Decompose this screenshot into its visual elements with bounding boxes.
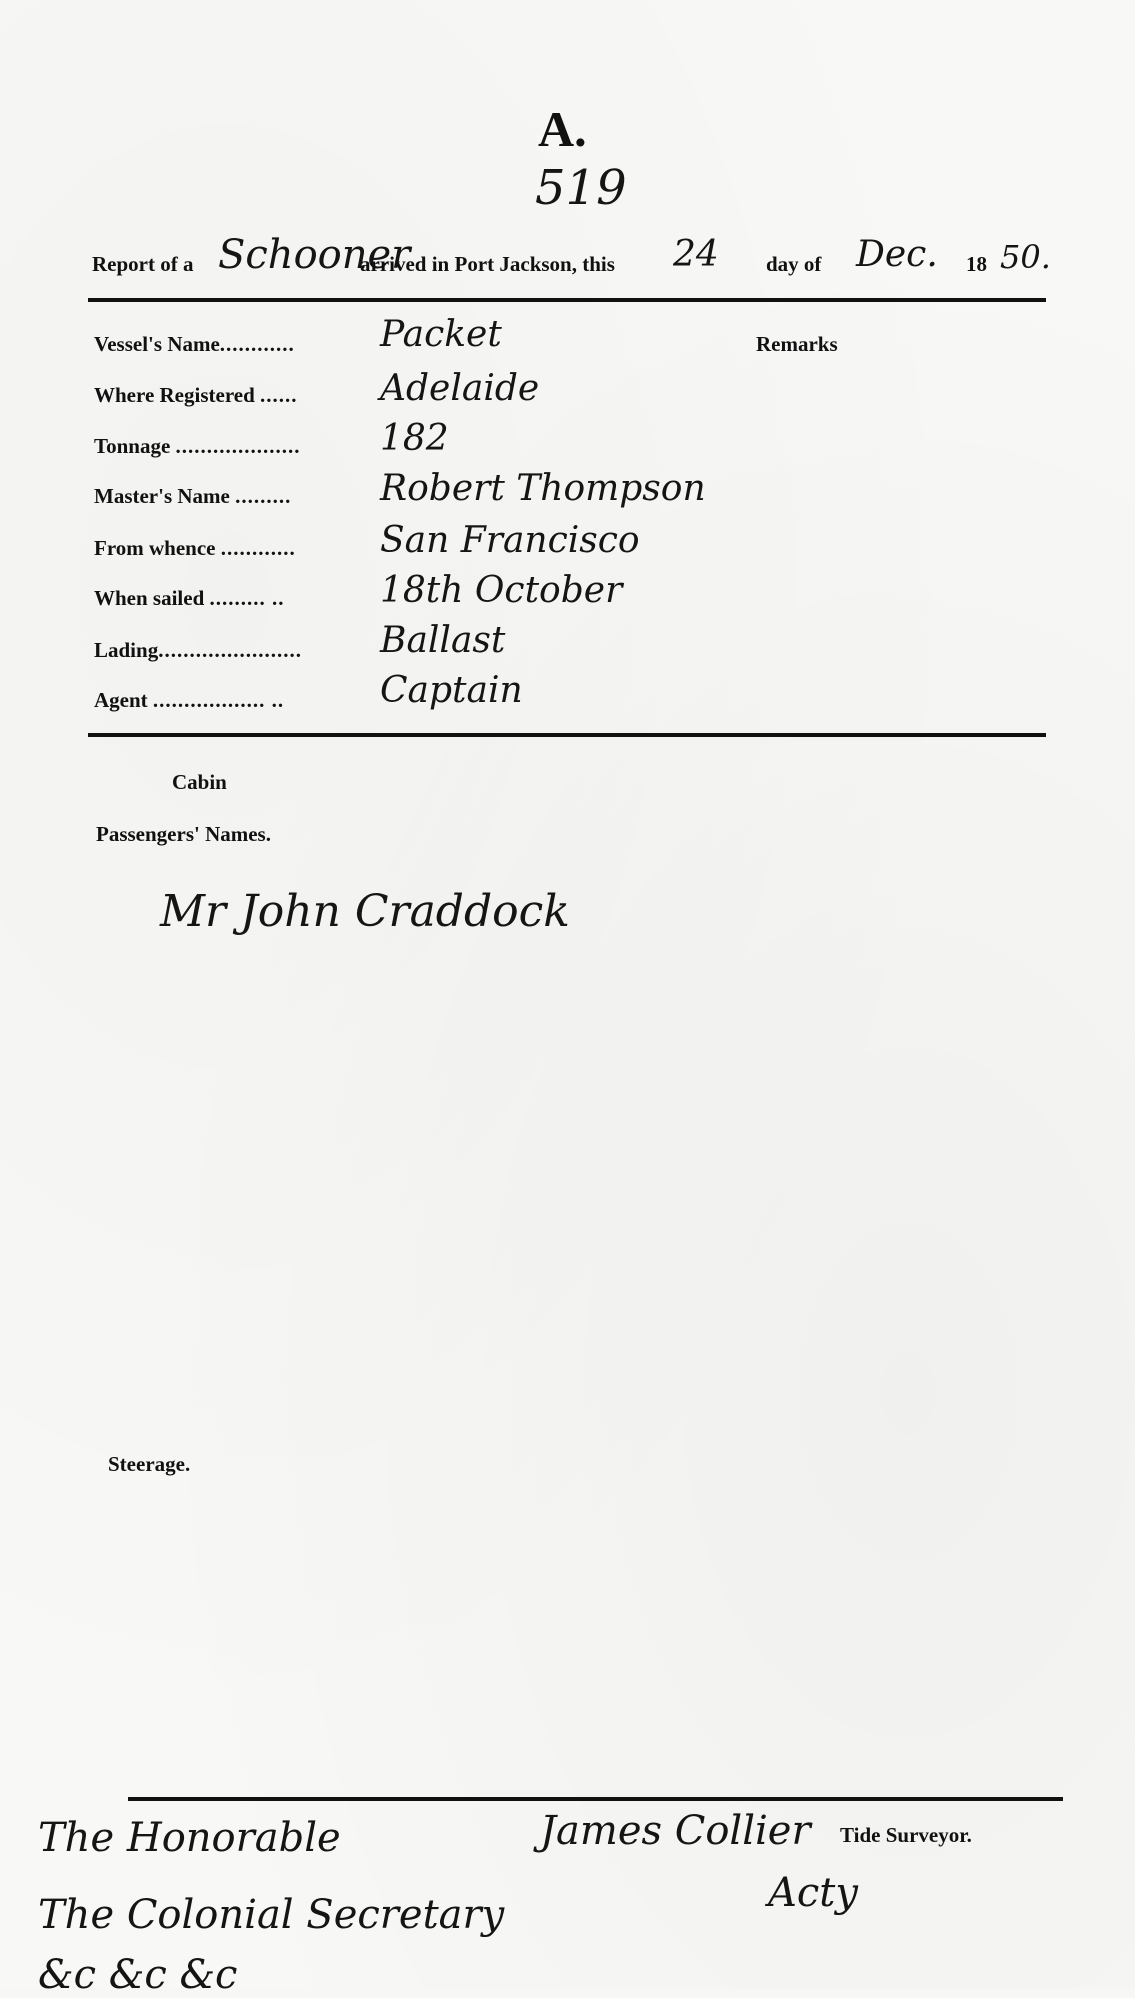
- addressee-line: The Colonial Secretary: [38, 1892, 505, 1938]
- header-rule: [88, 298, 1046, 302]
- acting-note: Acty: [768, 1870, 858, 1916]
- fields-rule: [88, 733, 1046, 737]
- report-arrived-text: arrived in Port Jackson, this: [360, 252, 615, 276]
- report-month: Dec.: [856, 234, 938, 275]
- field-value-masters-name: Robert Thompson: [380, 468, 706, 509]
- footer-rule: [128, 1797, 1063, 1801]
- cabin-heading: Cabin: [172, 770, 227, 794]
- report-year-prefix: 18: [966, 252, 987, 276]
- addressee-line: The Honorable: [38, 1815, 341, 1861]
- field-label-vessel-name: Vessel's Name............: [94, 332, 295, 356]
- field-label-when-sailed: When sailed ......... ..: [94, 586, 285, 610]
- field-value-where-registered: Adelaide: [380, 368, 540, 409]
- form-number: 519: [535, 160, 627, 216]
- report-year-suffix: 50.: [1000, 238, 1051, 276]
- field-label-masters-name: Master's Name .........: [94, 484, 292, 508]
- field-value-agent: Captain: [380, 670, 523, 711]
- remarks-heading: Remarks: [756, 332, 838, 356]
- field-label-tonnage: Tonnage ....................: [94, 434, 301, 458]
- steerage-heading: Steerage.: [108, 1452, 191, 1476]
- addressee-line: &c &c &c: [38, 1952, 238, 1998]
- field-value-lading: Ballast: [380, 620, 506, 661]
- form-letter: A.: [538, 101, 587, 157]
- field-value-vessel-name: Packet: [380, 314, 502, 355]
- field-label-lading: Lading.......................: [94, 638, 302, 662]
- cabin-passenger-name: Mr John Craddock: [160, 886, 570, 937]
- field-value-when-sailed: 18th October: [380, 570, 623, 611]
- report-day-of: day of: [766, 252, 822, 276]
- field-label-agent: Agent .................. ..: [94, 688, 285, 712]
- passengers-names-heading: Passengers' Names.: [96, 822, 271, 846]
- surveyor-title: Tide Surveyor.: [840, 1823, 972, 1847]
- report-day: 24: [673, 234, 719, 275]
- report-prefix: Report of a: [92, 252, 194, 276]
- field-value-from-whence: San Francisco: [380, 520, 640, 561]
- surveyor-signature: James Collier: [540, 1808, 811, 1854]
- report-vessel-type: Schooner: [218, 232, 411, 278]
- field-label-where-registered: Where Registered ......: [94, 383, 298, 407]
- field-label-from-whence: From whence ............: [94, 536, 296, 560]
- field-value-tonnage: 182: [380, 418, 449, 459]
